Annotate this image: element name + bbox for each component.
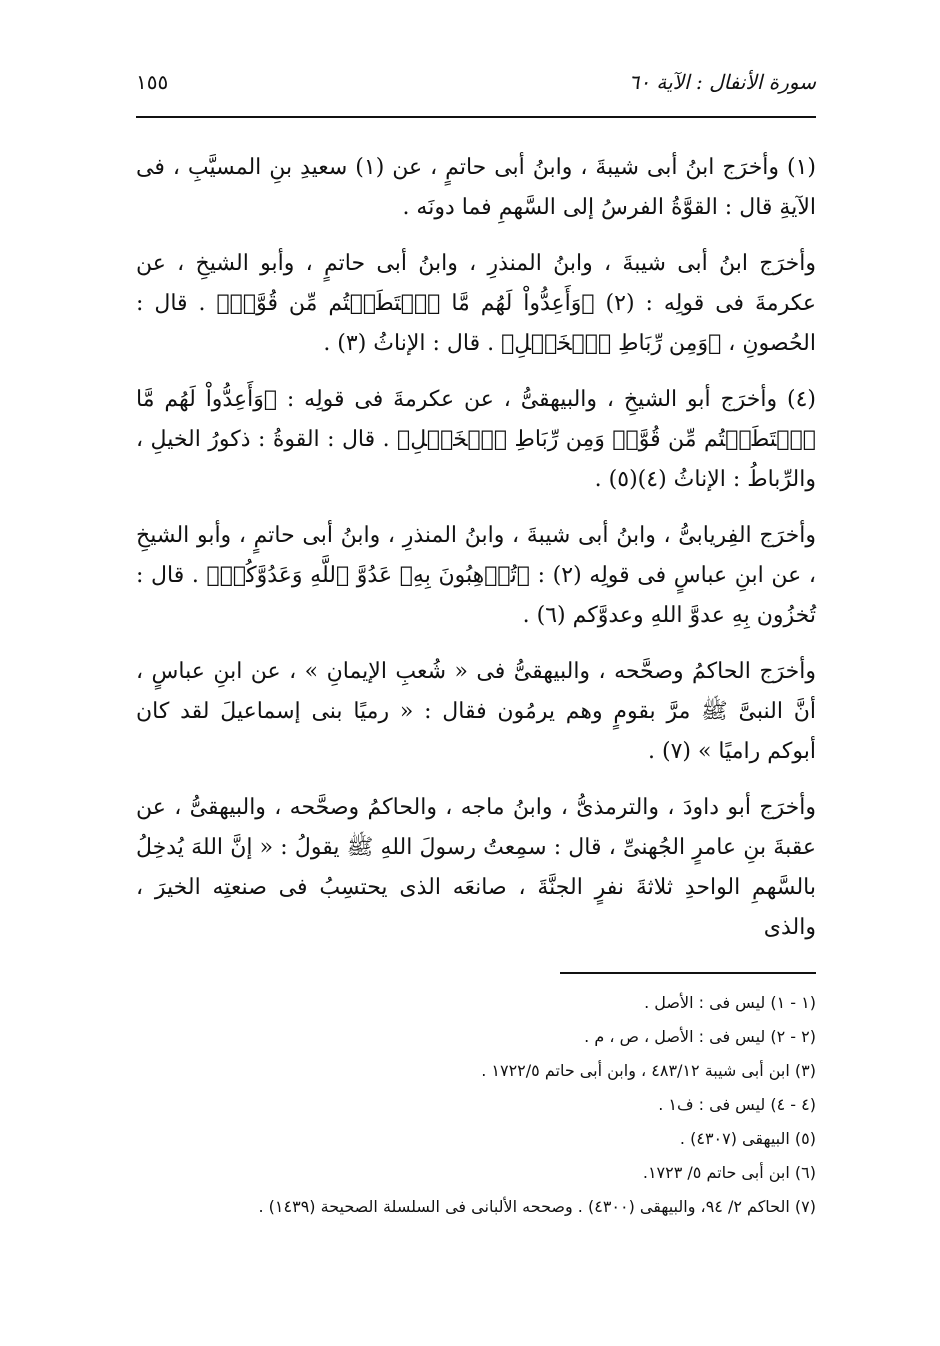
footnote: (٦) ابن أبى حاتم ٥/ ١٧٢٣.: [642, 1163, 816, 1182]
page-number: ١٥٥: [136, 70, 169, 94]
footnote: (٥) البيهقى (٤٣٠٧) .: [679, 1129, 816, 1148]
paragraph: (٤) وأخرَج أبو الشيخِ ، والبيهقىُّ ، عن عكرمةَ فى قولِه : ﴿وَأَعِدُّواْ لَهُم مَّا ٱسۡتَطَعۡتُم مِّن قُوَّةٖ وَمِن رِّبَاطِ ٱلۡخَيۡلِ﴾ . قال : القوةُ : ذكورُ الخيلِ ، والرِّباطُ : الإناثُ (٤)(٥) .: [136, 387, 816, 492]
paragraph: (١) وأخرَج ابنُ أبى شيبةَ ، وابنُ أبى حاتمٍ ، عن (١) سعيدِ بنِ المسيَّبِ ، فى الآيةِ قال : القوَّةُ الفرسُ إلى السَّهمِ فما دونَه .: [136, 155, 816, 220]
paragraph: وأخرَج الفِريابىُّ ، وابنُ أبى شيبةَ ، وابنُ المنذرِ ، وابنُ أبى حاتمٍ ، وأبو الشيخِ ، عن ابنِ عباسٍ فى قولِه (٢) : ﴿تُرۡهِبُونَ بِهِۦ عَدُوَّ ٱللَّهِ وَعَدُوَّكُمۡ﴾ . قال : تُخزُون بِهِ عدوَّ اللهِ وعدوَّكم (٦) .: [136, 523, 816, 628]
footnotes: [136, 986, 816, 1224]
main-text: [136, 148, 816, 964]
footnote: (٧) الحاكم ٢/ ٩٤، والبيهقى (٤٣٠٠) . وصححه الألبانى فى السلسلة الصحيحة (١٤٣٩) .: [258, 1197, 816, 1216]
footnote: (٣) ابن أبى شيبة ٤٨٣/١٢ ، وابن أبى حاتم ١٧٢٢/٥ .: [481, 1061, 816, 1080]
footnote: (١ - ١) ليس فى : الأصل .: [644, 993, 816, 1012]
page-header: [136, 60, 816, 106]
footnote: (٤ - ٤) ليس فى : ف١ .: [658, 1095, 816, 1114]
paragraph: وأخرَج أبو داودَ ، والترمذىُّ ، وابنُ ماجه ، والحاكمُ وصحَّحه ، والبيهقىُّ ، عن عقبةَ بنِ عامرٍ الجُهنىِّ ، قال : سمِعتُ رسولَ اللهِ ﷺ يقولُ : « إنَّ اللهَ يُدخِلُ بالسَّهمِ الواحدِ ثلاثةَ نفرٍ الجنَّةَ ، صانعَه الذى يحتسِبُ فى صنعتِه الخيرَ ، والذى: [136, 795, 816, 940]
running-title: سورة الأنفال : الآية ٦٠: [628, 70, 816, 94]
paragraph: وأخرَج الحاكمُ وصحَّحه ، والبيهقىُّ فى « شُعبِ الإيمانِ » ، عن ابنِ عباسٍ ، أنَّ النبىَّ ﷺ مرَّ بقومٍ وهم يرمُون فقال : « رميًا بنى إسماعيلَ لقد كان أبوكم راميًا » (٧) .: [136, 659, 816, 764]
paragraph: وأخرَج ابنُ أبى شيبةَ ، وابنُ المنذرِ ، وابنُ أبى حاتمٍ ، وأبو الشيخِ ، عن عكرمةَ فى قولِه : (٢) ﴿وَأَعِدُّواْ لَهُم مَّا ٱسۡتَطَعۡتُم مِّن قُوَّةٖ﴾ . قال : الحُصونِ ، ﴿وَمِن رِّبَاطِ ٱلۡخَيۡلِ﴾ . قال : الإناثُ (٣) .: [136, 251, 816, 356]
header-rule: [136, 116, 816, 118]
footnote: (٢ - ٢) ليس فى : الأصل ، ص ، م .: [584, 1027, 816, 1046]
footnote-rule: [560, 972, 816, 974]
